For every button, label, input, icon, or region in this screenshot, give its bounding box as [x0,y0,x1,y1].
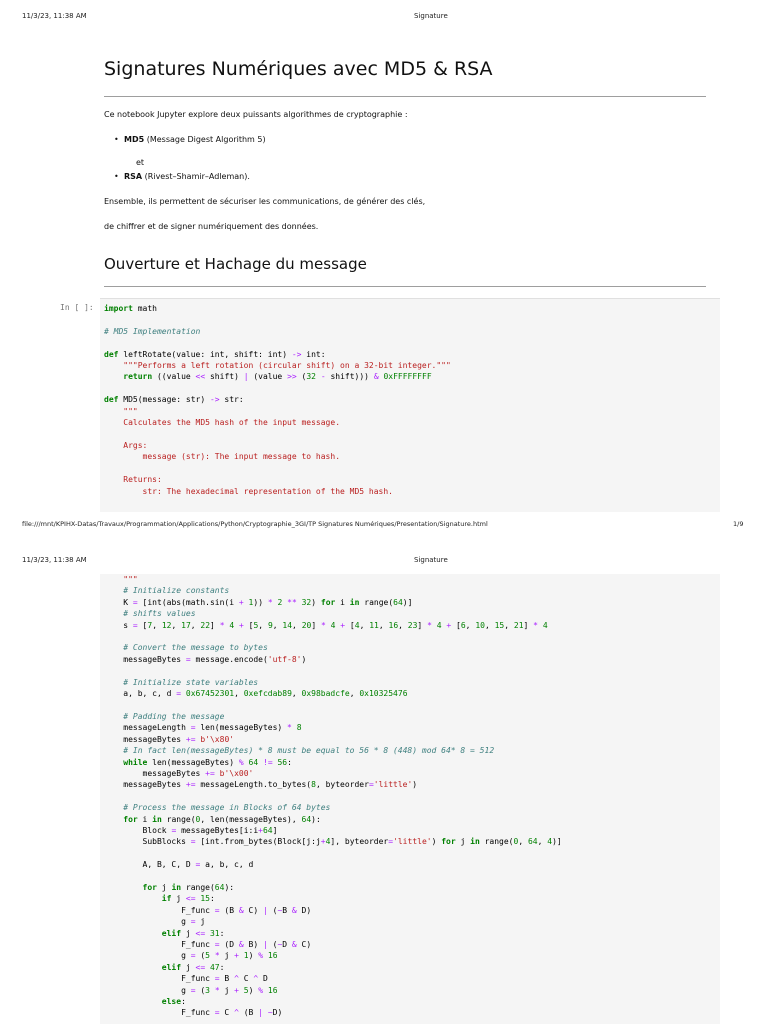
code-line: def leftRotate(value: int, shift: int) -> int: [104,349,326,359]
bullet-icon: • [114,135,119,144]
section-divider [104,286,706,287]
code-line: g = (5 * j + 1) % 16 [104,951,278,961]
code-line: # In fact len(messageBytes) * 8 must be equal to 56 * 8 (448) mod 64* 8 = 512 [123,746,495,756]
code-line: F_func = C ^ (B | ~D) [104,1008,283,1018]
code-line: for j in range(64): [142,882,235,892]
list-item-bold: RSA [124,172,143,181]
paragraph: Ensemble, ils permettent de sécuriser les communications, de générer des clés, [104,197,426,206]
code-line: for i in range(0, len(messageBytes), 64): [123,814,321,824]
list-item-text: (Rivest–Shamir–Adleman). [142,172,250,181]
code-line: def MD5(message: str) -> str: [104,395,244,405]
code-line: """ [104,575,138,584]
code-line: # Convert the message to bytes [123,643,268,653]
code-line: g = j [104,917,206,927]
code-line: Block = messageBytes[i:i+64] [104,825,278,835]
file-path: file:///mnt/KPIHX-Datas/Travaux/Programmation/Applications/Python/Cryptographie_3GI/TP Signatures Numériques/Presentation/Signature.html [22,520,488,528]
code-line: K = [int(abs(math.sin(i + 1)) * 2 ** 32) for i in range(64)] [104,597,413,607]
page-number: 1/9 [733,520,744,528]
code-line: else: [161,997,186,1007]
code-line: while len(messageBytes) % 64 != 56: [123,757,292,767]
code-line: messageBytes += messageLength.to_bytes(8, byteorder='little') [104,780,418,790]
section-heading: Ouverture et Hachage du message [104,255,367,273]
code-line: # Process the message in Blocks of 64 bytes [123,803,331,813]
code-cell[interactable] [100,298,720,512]
code-line: # MD5 Implementation [104,326,201,336]
code-line: if j <= 15: [161,894,215,904]
code-line: F_func = (B & C) | (~B & D) [104,905,312,915]
code-line: g = (3 * j + 5) % 16 [104,985,278,995]
code-line: """Performs a left rotation (circular shift) on a 32-bit integer.""" [123,361,451,371]
code-line: # Initialize constants [123,586,230,596]
code-line: Args: [104,440,148,450]
list-item-text: (Message Digest Algorithm 5) [144,135,266,144]
code-line: # Padding the message [123,711,225,721]
code-line: Calculates the MD5 hash of the input message. [104,418,341,428]
print-datetime: 11/3/23, 11:38 AM [22,556,87,564]
print-datetime: 11/3/23, 11:38 AM [22,12,87,20]
title-divider [104,96,706,97]
cell-prompt: In [ ]: [60,303,94,312]
paragraph: de chiffrer et de signer numériquement des données. [104,222,319,231]
code-line: SubBlocks = [int.from_bytes(Block[j:j+4], byteorder='little') for j in range(0, 64, 4)] [104,837,562,847]
code-line: # shifts values [123,609,196,619]
page-title: Signatures Numériques avec MD5 & RSA [104,58,493,80]
print-title: Signature [414,556,448,564]
code-line: A, B, C, D = a, b, c, d [104,860,254,870]
code-line: # Initialize state variables [123,677,259,687]
code-line: s = [7, 12, 17, 22] * 4 + [5, 9, 14, 20] * 4 + [4, 11, 16, 23] * 4 + [6, 10, 15, 21] * 4 [104,620,548,630]
code-line: message (str): The input message to hash. [104,452,341,462]
code-line: import math [104,304,157,313]
intro-text: Ce notebook Jupyter explore deux puissants algorithmes de cryptographie : [104,110,408,119]
code-cell-continued[interactable] [100,574,720,1024]
et-text: et [136,158,145,167]
code-line: Returns: [104,475,162,485]
code-line: elif j <= 31: [161,928,225,938]
code-line: F_func = B ^ C ^ D [104,974,268,984]
code-line: messageBytes += b'\x00' [104,768,254,778]
code-line: str: The hexadecimal representation of the MD5 hash. [104,486,393,496]
code-line: """ [104,406,138,416]
code-line: elif j <= 47: [161,962,225,972]
code-line: messageBytes = message.encode('utf-8') [104,654,307,664]
code-line: F_func = (D & B) | (~D & C) [104,940,312,949]
code-line: return ((value << shift) | (value >> (32 - shift))) & 0xFFFFFFFF [123,372,432,382]
code-line: messageBytes += b'\x80' [104,734,235,744]
list-item-bold: MD5 [124,135,145,144]
print-title: Signature [414,12,448,20]
code-line: messageLength = len(messageBytes) * 8 [104,723,302,733]
code-line: a, b, c, d = 0x67452301, 0xefcdab89, 0x98badcfe, 0x10325476 [104,689,408,699]
bullet-icon: • [114,172,119,181]
